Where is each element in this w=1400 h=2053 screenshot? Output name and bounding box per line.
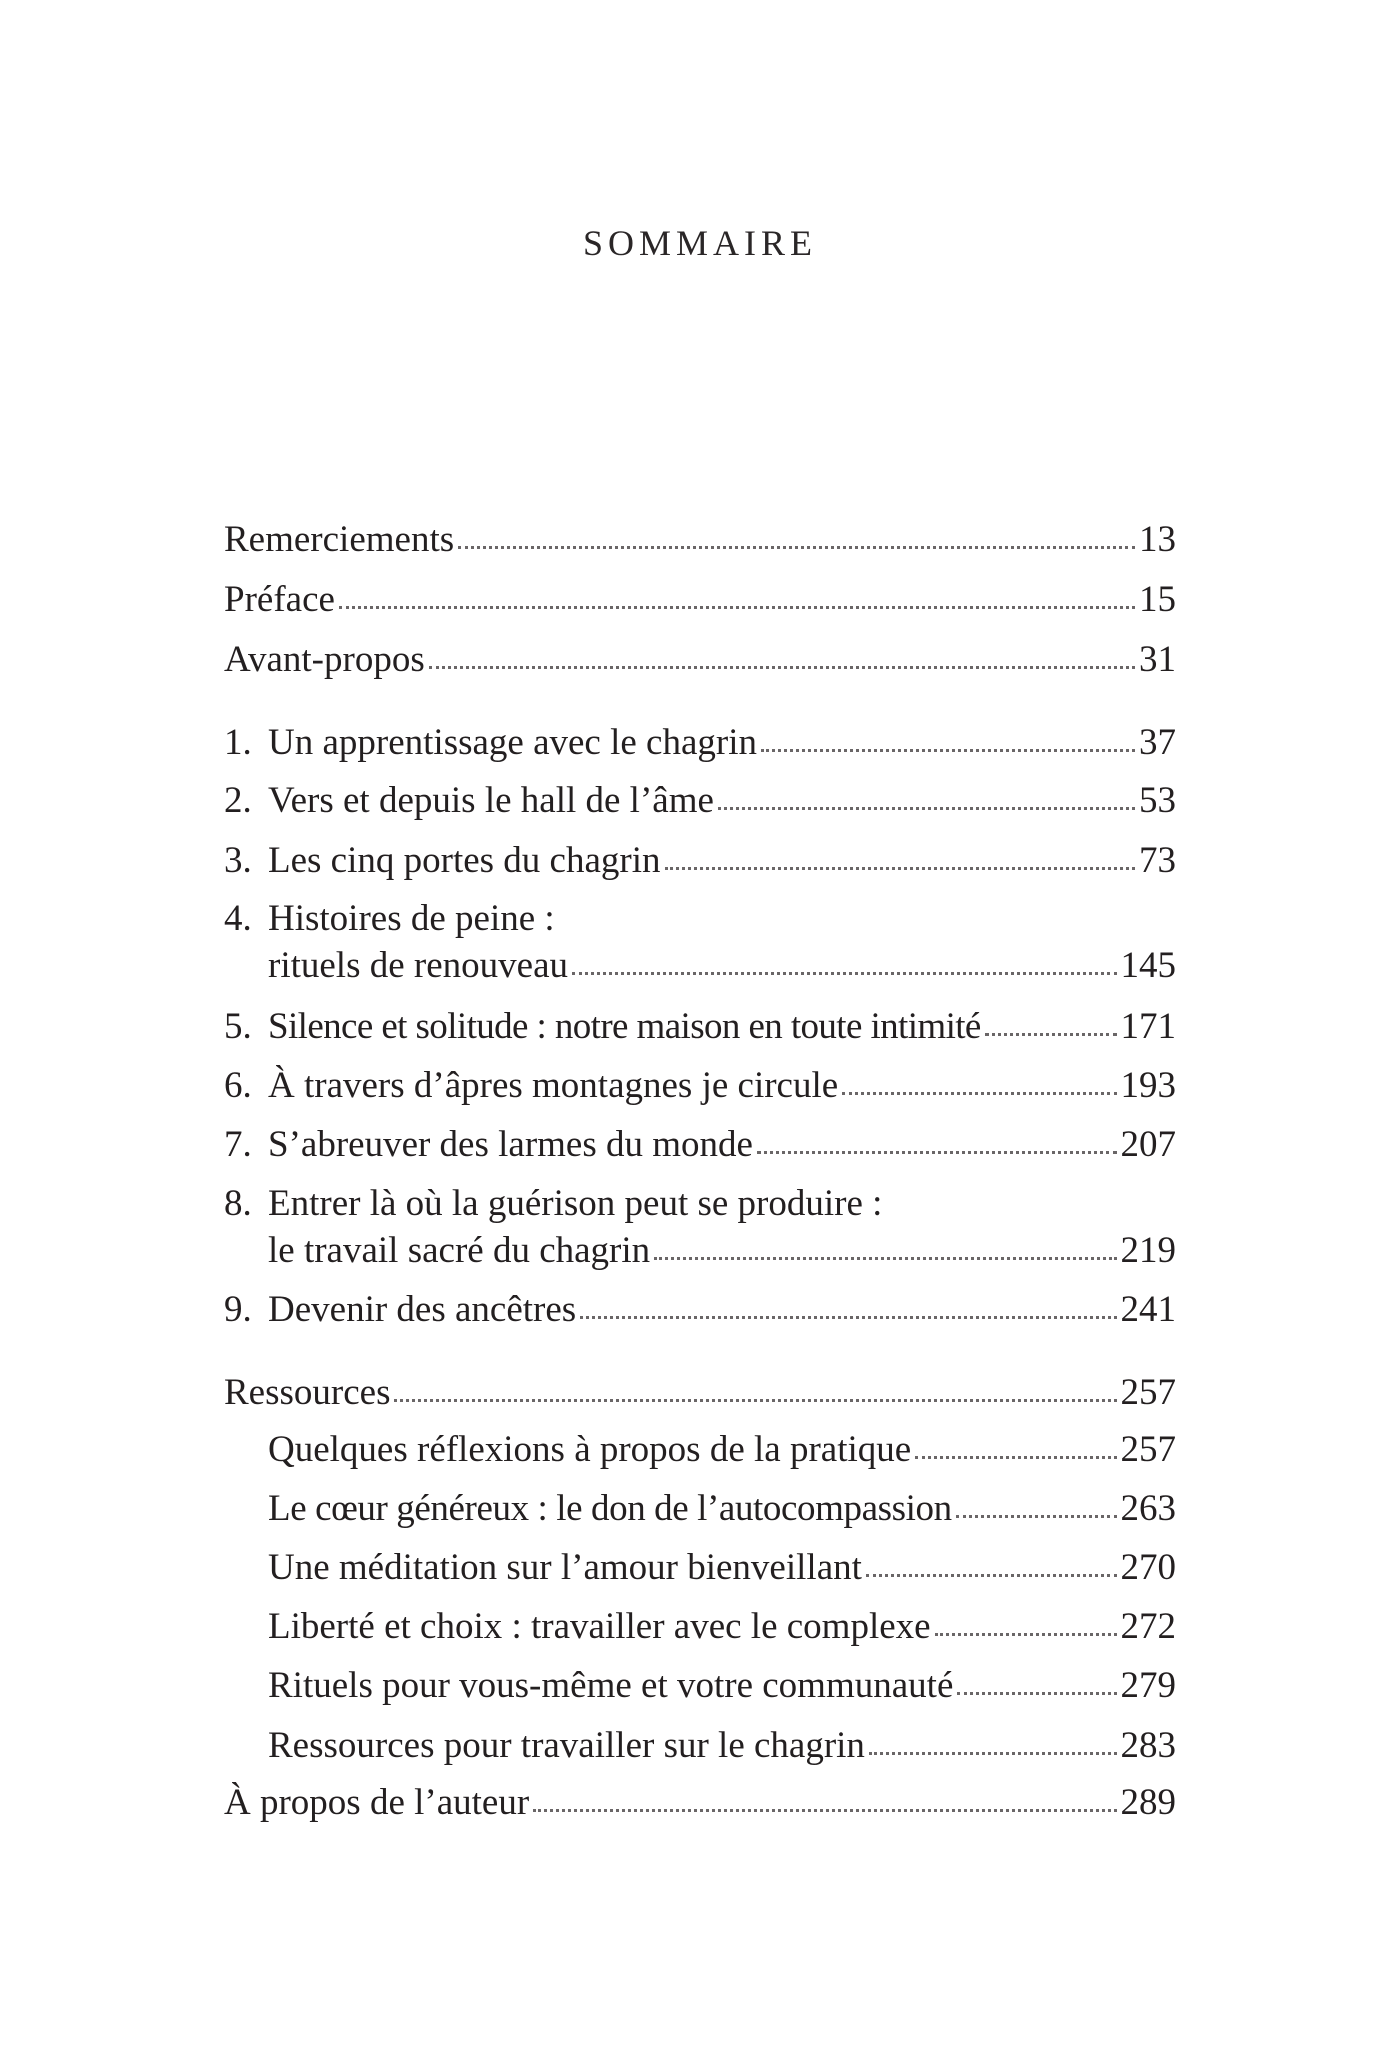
toc-page-number: 31: [1139, 639, 1176, 680]
toc-page-number: 289: [1120, 1782, 1176, 1823]
dot-leader: [339, 605, 1135, 609]
dot-leader: [869, 1751, 1117, 1755]
toc-page-number: 53: [1139, 780, 1176, 821]
dot-leader: [654, 1256, 1116, 1260]
toc-subentry-reflexions[interactable]: [268, 1426, 1176, 1474]
toc-label: Remerciements: [224, 519, 455, 560]
toc-entry-preface[interactable]: [224, 576, 1176, 624]
toc-subentry-coeur-genereux[interactable]: [268, 1485, 1176, 1533]
toc-entry-chapter-4-line2[interactable]: [224, 942, 1176, 990]
toc-subentry-liberte[interactable]: [268, 1603, 1176, 1651]
dot-leader: [761, 748, 1135, 752]
dot-leader: [718, 806, 1135, 810]
dot-leader: [866, 1573, 1117, 1577]
toc-page-number: 73: [1139, 840, 1176, 881]
toc-entry-chapter-9[interactable]: [224, 1286, 1176, 1334]
page-title: SOMMAIRE: [582, 223, 818, 263]
chapter-number: 4.: [224, 898, 252, 939]
toc-entry-chapter-6[interactable]: [224, 1062, 1176, 1110]
toc-label: Histoires de peine :: [268, 898, 555, 939]
chapter-number: 8.: [224, 1183, 252, 1224]
dot-leader: [394, 1398, 1116, 1402]
chapter-number: 1.: [224, 722, 252, 763]
toc-page-number: 207: [1120, 1124, 1176, 1165]
toc-label: Préface: [224, 579, 335, 620]
toc-page-number: 257: [1120, 1372, 1176, 1413]
toc-entry-chapter-1[interactable]: [224, 719, 1176, 767]
chapter-number: 5.: [224, 1006, 252, 1047]
dot-leader: [956, 1514, 1117, 1518]
toc-label: Ressources pour travailler sur le chagrin: [268, 1725, 865, 1766]
toc-label: Liberté et choix : travailler avec le complexe: [268, 1606, 931, 1647]
dot-leader: [572, 971, 1117, 975]
toc-entry-remerciements[interactable]: [224, 516, 1176, 564]
toc-entry-chapter-4-line1[interactable]: [224, 895, 1176, 943]
toc-page-number: 270: [1120, 1547, 1176, 1588]
toc-label: Ressources: [224, 1372, 391, 1413]
toc-page-number: 145: [1120, 945, 1176, 986]
toc-page-number: 13: [1139, 519, 1176, 560]
toc-label: À travers d’âpres montagnes je circule: [268, 1065, 839, 1106]
toc-entry-avant-propos[interactable]: [224, 636, 1176, 684]
toc-label: Un apprentissage avec le chagrin: [268, 722, 758, 763]
chapter-number: 2.: [224, 780, 252, 821]
dot-leader: [665, 866, 1136, 870]
toc-entry-chapter-8-line2[interactable]: [224, 1227, 1176, 1275]
chapter-number: 9.: [224, 1289, 252, 1330]
toc-page-number: 37: [1139, 722, 1176, 763]
toc-label: Le cœur généreux : le don de l’autocompassion: [268, 1488, 952, 1529]
dot-leader: [935, 1632, 1117, 1636]
toc-label: À propos de l’auteur: [224, 1782, 530, 1823]
toc-page-number: 241: [1120, 1289, 1176, 1330]
toc-subentry-rituels[interactable]: [268, 1662, 1176, 1710]
chapter-number: 7.: [224, 1124, 252, 1165]
toc-page-number: 263: [1120, 1488, 1176, 1529]
dot-leader: [957, 1691, 1116, 1695]
toc-label: Silence et solitude : notre maison en toute intimité: [268, 1006, 981, 1047]
toc-label: Une méditation sur l’amour bienveillant: [268, 1547, 862, 1588]
toc-page-number: 171: [1120, 1006, 1176, 1047]
toc-entry-chapter-8-line1[interactable]: [224, 1180, 1176, 1228]
chapter-number: 6.: [224, 1065, 252, 1106]
toc-label-continued: le travail sacré du chagrin: [268, 1230, 651, 1271]
toc-label: Les cinq portes du chagrin: [268, 840, 661, 881]
toc-entry-a-propos-auteur[interactable]: [224, 1779, 1176, 1827]
toc-page-number: 279: [1120, 1665, 1176, 1706]
dot-leader: [458, 545, 1135, 549]
dot-leader: [985, 1032, 1117, 1036]
toc-label: Entrer là où la guérison peut se produire :: [268, 1183, 883, 1224]
toc-label: Devenir des ancêtres: [268, 1289, 577, 1330]
toc-entry-chapter-3[interactable]: [224, 837, 1176, 885]
toc-page-number: 257: [1120, 1429, 1176, 1470]
toc-page-number: 219: [1120, 1230, 1176, 1271]
toc-page-number: 283: [1120, 1725, 1176, 1766]
toc-label: Quelques réflexions à propos de la pratique: [268, 1429, 912, 1470]
toc-entry-chapter-5[interactable]: [224, 1003, 1176, 1051]
dot-leader: [429, 665, 1135, 669]
toc-label: S’abreuver des larmes du monde: [268, 1124, 753, 1165]
dot-leader: [757, 1150, 1117, 1154]
toc-label: Avant-propos: [224, 639, 425, 680]
toc-page-number: 15: [1139, 579, 1176, 620]
toc-page-number: 193: [1120, 1065, 1176, 1106]
dot-leader: [533, 1808, 1116, 1812]
toc-subentry-meditation[interactable]: [268, 1544, 1176, 1592]
dot-leader: [842, 1091, 1116, 1095]
toc-page-number: 272: [1120, 1606, 1176, 1647]
toc-label: Rituels pour vous-même et votre communauté: [268, 1665, 954, 1706]
toc-entry-chapter-2[interactable]: [224, 777, 1176, 825]
chapter-number: 3.: [224, 840, 252, 881]
toc-label: Vers et depuis le hall de l’âme: [268, 780, 714, 821]
toc-subentry-ressources-chagrin[interactable]: [268, 1722, 1176, 1770]
dot-leader: [580, 1315, 1116, 1319]
toc-entry-ressources[interactable]: [224, 1369, 1176, 1417]
toc-label-continued: rituels de renouveau: [268, 945, 568, 986]
dot-leader: [915, 1455, 1116, 1459]
toc-entry-chapter-7[interactable]: [224, 1121, 1176, 1169]
